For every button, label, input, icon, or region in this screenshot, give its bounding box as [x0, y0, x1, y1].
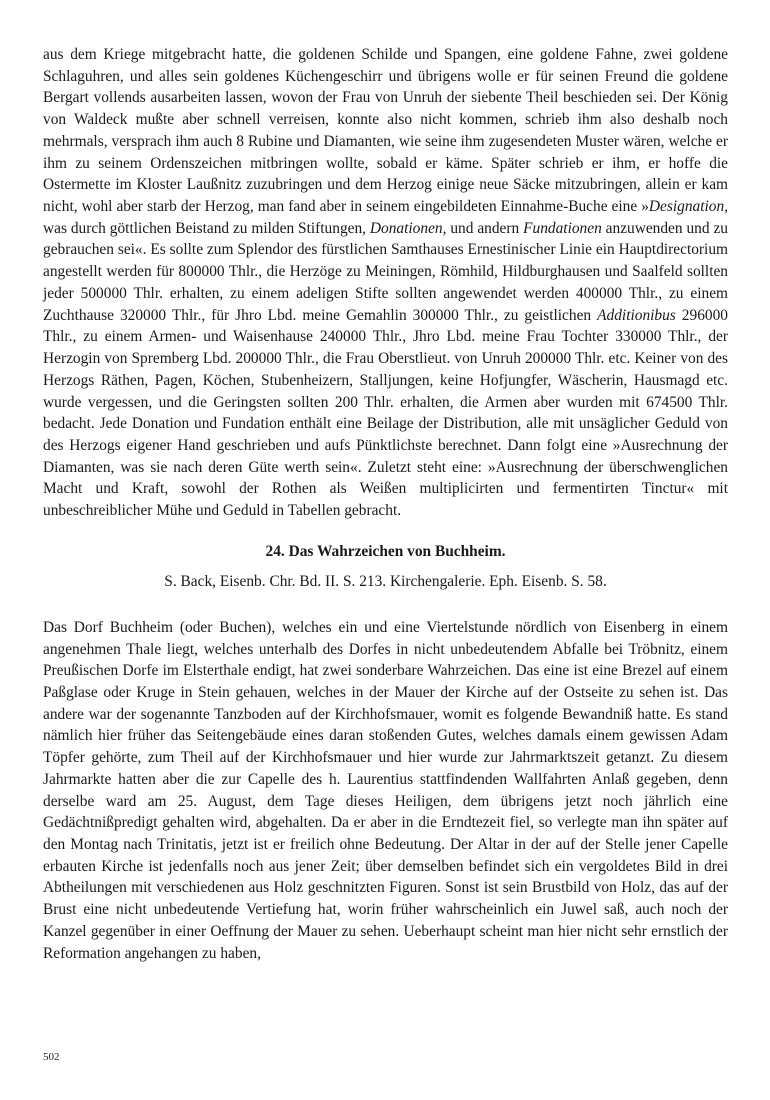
italic-term: Designation, [648, 198, 728, 216]
page-number: 502 [43, 1051, 60, 1063]
italic-term: Additionibus [597, 306, 676, 324]
page-body [43, 44, 728, 964]
text-run: was durch göttlichen Beistand zu milden Stiftungen, [43, 219, 370, 237]
text-run: aus dem Kriege mitgebracht hatte, die goldenen Schilde und Spangen, eine goldene Fahne, zwei goldene Schlaguhren, und alles sein goldenes Küchengeschirr und übrigens wolle er für seinen Freund die goldene Bergart vollends ausarbeiten lassen, wovon der Frau von Unruh der siebente Theil beschieden sei. Der König von Waldeck mußte aber schnell verreisen, konnte also nicht kommen, schrieb ihm also deshalb noch mehrmals, versprach ihm auch 8 Rubine und Diamanten, wie seine ihm zugesendeten Muster wären, welche er ihm zu seinem Ordenszeichen mitbringen wollte, sobald er käme. Später schrieb er ihm, er hoffe die Ostermette im Kloster Laußnitz zuzubringen und dem Herzog einige neue Säcke mitzubringen, allein er kam nicht, wohl aber starb der Herzog, man fand aber in seinem eingebildeten Einnahme-Buche eine » [43, 46, 728, 216]
text-run: und andern [446, 219, 524, 237]
text-run: 296000 Thlr., zu einem Armen- und Waisenhause 240000 Thlr., Jhro Lbd. meine Frau Tochter 330000 Thlr., der Herzogin von Spremberg Lbd. 200000 Thlr., die Frau Oberstlieut. von Unruh 200000 Thlr. etc. Keiner von des Herzogs Räthen, Pagen, Köchen, Stubenheizern, Stalljungen, keine Hofjungfer, Wäscherin, Hausmagd etc. wurde vergessen, und die Geringsten sollten 200 Thlr. erhalten, die Armen aber wurden mit 674500 Thlr. bedacht. Jede Donation und Fundation enthält eine Beilage der Distribution, alle mit unsäglicher Geduld von des Herzogs eigener Hand geschrieben und aufs Pünktlichste berechnet. Dann folgt eine »Ausrechnung der Diamanten, was sie nach deren Güte werth sein«. Zuletzt steht eine: »Ausrechnung der überschwenglichen Macht und Kraft, sowohl der Rothen als Weißen multiplicirten und fermentirten Tinctur« mit unbeschreiblicher Mühe und Geduld in Tabellen gebracht. [43, 306, 728, 520]
paragraph-continued [43, 44, 728, 522]
paragraph-body: Das Dorf Buchheim (oder Buchen), welches ein und eine Viertelstunde nördlich von Eisenberg in einem angenehmen Thale liegt, welches unterhalb des Dorfes in nicht unbedeutendem Abfalle bei Tröbnitz, einem Preußischen Dorfe im Elsterthale endigt, hat zwei sonderbare Wahrzeichen. Das eine ist eine Brezel auf einem Paßglase oder Kruge in Stein gehauen, welches in der Mauer der Kirche auf der Ostseite zu sehen ist. Das andere war der sogenannte Tanzboden auf der Kirchhofsmauer, womit es folgende Bewandniß hatte. Es stand nämlich hier früher das Seitengebäude eines daran stoßenden Gutes, welches damals einem gewissen Adam Töpfer gehörte, zum Theil auf der Kirchhofsmauer und hier wurde zur Jahrmarktszeit getanzt. Zu diesem Jahrmarkte hatten aber die zur Capelle des h. Laurentius stattfindenden Wallfahrten Anlaß gegeben, denn derselbe ward am 25. August, dem Tage dieses Heiligen, dem übrigens jetzt noch jährlich eine Gedächtnißpredigt gehalten wird, abgehalten. Da er aber in die Erndtezeit fiel, so verlegte man ihn später auf den Montag nach Trinitatis, jetzt ist er freilich ohne Bedeutung. Der Altar in der auf der Stelle jener Capelle erbauten Kirche ist jedenfalls noch aus jener Zeit; über demselben befindet sich ein vergoldetes Bild in drei Abtheilungen mit verschiedenen aus Holz geschnitzten Figuren. Sonst ist sein Brustbild von Holz, das auf der Brust eine nicht unbedeutende Vertiefung hat, worin früher wahrscheinlich ein Juwel saß, auch noch der Kanzel gegenüber in einer Oeffnung der Mauer zu sehen. Ueberhaupt scheint man hier nicht sehr ernstlich der Reformation angehangen zu haben, [43, 618, 728, 962]
italic-term: Fundationen [523, 219, 602, 237]
section-heading: 24. Das Wahrzeichen von Buchheim. [265, 542, 506, 560]
source-citation: S. Back, Eisenb. Chr. Bd. II. S. 213. Kirchengalerie. Eph. Eisenb. S. 58. [164, 572, 607, 590]
text-run: anzuwenden und zu gebrauchen sei«. Es sollte zum Splendor des fürstlichen Samthauses Ernestinischer Linie ein Hauptdirectorium angestellt werden für 800000 Thlr., die Herzöge zu Meiningen, Römhild, Hildburghausen und Saalfeld sollten jeder 500000 Thlr. erhalten, zu einem adeligen Stifte sollten angewendet werden 400000 Thlr., zu einem Zuchthause 320000 Thlr., für Jhro Lbd. meine Gemahlin 300000 Thlr., zu geistlichen [43, 219, 728, 324]
italic-term: Donationen, [369, 219, 447, 237]
